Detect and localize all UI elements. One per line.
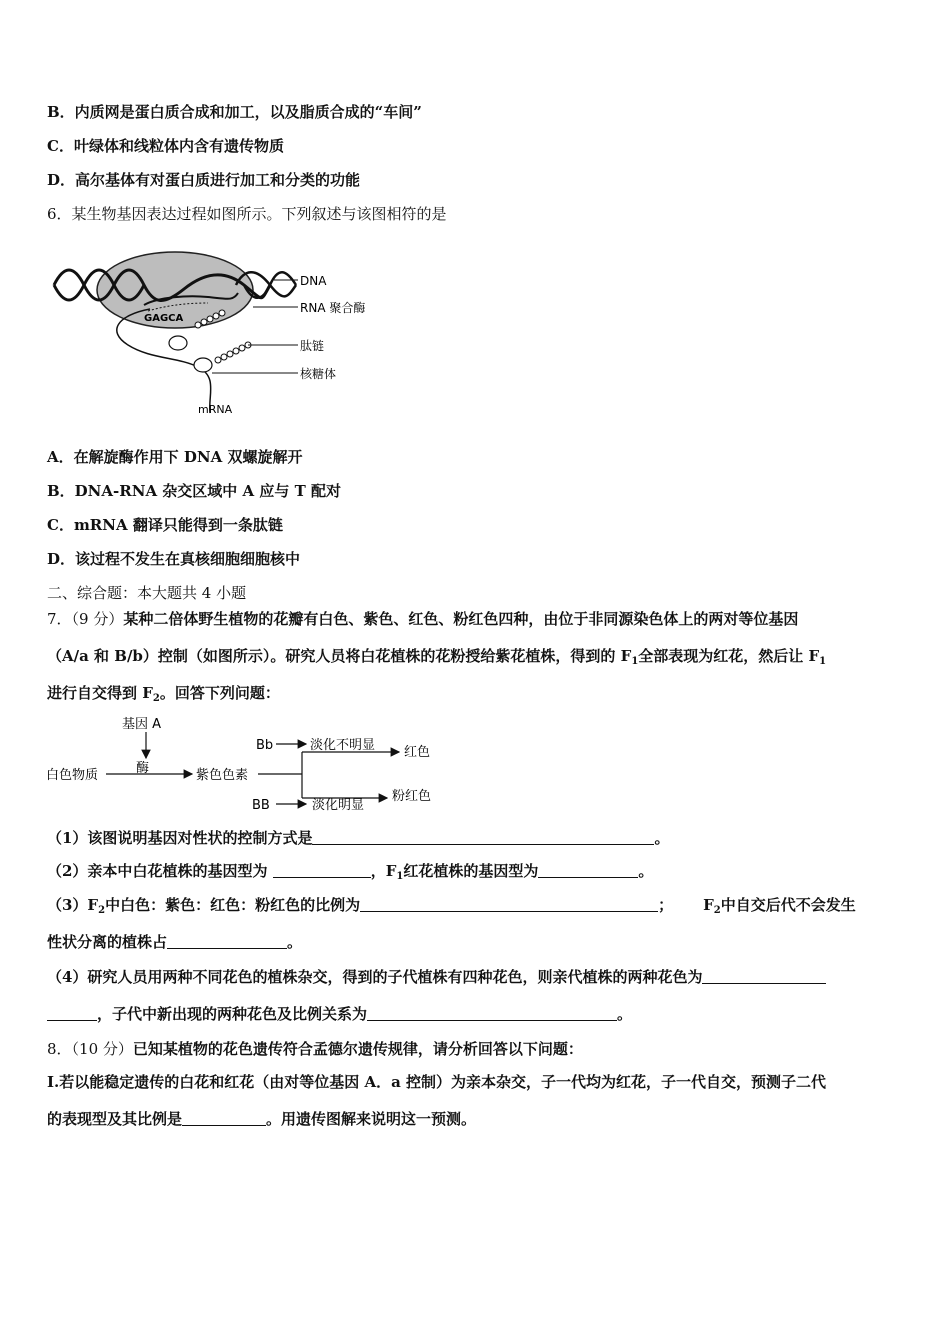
- q7-line-2: [47, 646, 826, 672]
- ribosome-2: [194, 358, 212, 372]
- q7-sub-2: 2: [152, 693, 160, 704]
- peptide-chain-2: [215, 342, 251, 363]
- q7-line-1: [47, 609, 798, 629]
- pathway-pink: 粉红色: [392, 789, 432, 804]
- q6-option-c: C．mRNA 翻译只能得到一条肽链: [47, 516, 283, 534]
- q7-part-3-text-a: （3）F: [47, 896, 99, 914]
- q7-blank-4a[interactable]: [702, 968, 826, 984]
- pathway-weaken-unclear: 淡化不明显: [310, 738, 376, 753]
- ribosome-1: [169, 336, 187, 350]
- q6-option-a: A．在解旋酶作用下 DNA 双螺旋解开: [47, 448, 303, 466]
- q8-part-i-text-b: 。用遗传图解来说明这一预测。: [266, 1110, 477, 1128]
- q7-sub-1: 1: [631, 656, 639, 667]
- q7-part-3-text-d: F: [703, 896, 714, 914]
- q7-blank-4b[interactable]: [367, 1005, 617, 1021]
- q8-stem: 已知某植物的花色遗传符合孟德尔遗传规律，请分析回答以下问题：: [132, 1040, 583, 1058]
- q7-part-1-text: （1）该图说明基因对性状的控制方式是: [47, 829, 313, 847]
- q5-option-c: C．叶绿体和线粒体内含有遗传物质: [47, 137, 284, 155]
- q7-part-3-sub: 2: [98, 905, 106, 916]
- q7-part-3-text-f: 性状分离的植株占: [47, 933, 168, 951]
- pathway-purple-pigment: 紫色色素: [196, 768, 249, 783]
- q7-part-2-text-b: ，F: [370, 862, 397, 880]
- q7-score: （9 分）: [71, 610, 124, 628]
- q5-option-b: B．内质网是蛋白质合成和加工，以及脂质合成的“车间”: [47, 103, 422, 121]
- q7-part-4-text-b: ，子代中新出现的两种花色及比例关系为: [97, 1005, 368, 1023]
- q7-part-2: [47, 861, 653, 887]
- q5-option-d: D．高尔基体有对蛋白质进行加工和分类的功能: [47, 171, 361, 189]
- q7-blank-3b[interactable]: [167, 933, 287, 949]
- pathway-bb-hetero: Bb: [256, 738, 274, 753]
- figure-label-peptide: 肽链: [300, 339, 325, 353]
- q7-part-3-text-c: ；: [658, 896, 674, 914]
- q7-text-1: 某种二倍体野生植物的花瓣有白色、紫色、红色、粉红色四种，由位于非同源染色体上的两对等位基因: [123, 610, 799, 628]
- q7-part-3-text-b: 中白色：紫色：红色：粉红色的比例为: [105, 896, 361, 914]
- q7-text-2a: （A/a 和 B/b）控制（如图所示）。研究人员将白花植株的花粉授给紫花植株，得到的 F: [47, 647, 632, 665]
- q7-part-2-sub: 1: [396, 871, 404, 882]
- q7-part-2-text-a: （2）亲本中白花植株的基因型为: [47, 862, 268, 880]
- q7-text-3b: 。回答下列问题：: [159, 684, 280, 702]
- q7-part-3-cont: [47, 932, 302, 952]
- q7-part-2-text-c: 红花植株的基因型为: [403, 862, 539, 880]
- figure-label-sequence: GAGCA: [144, 313, 184, 324]
- q7-text-2b: 全部表现为红花，然后让 F: [638, 647, 820, 665]
- figure-label-dna: DNA: [300, 274, 327, 288]
- pathway-bb-homo: BB: [252, 798, 270, 813]
- q8-line-1: [47, 1039, 583, 1059]
- q7-period-1: 。: [654, 829, 670, 847]
- q7-part-4: [47, 967, 826, 987]
- q7-part-4-cont: [47, 1004, 632, 1024]
- q8-part-i-line-2: [47, 1109, 476, 1129]
- q6-option-d: D．该过程不发生在真核细胞细胞核中: [47, 550, 301, 568]
- section-title: 二、综合题：本大题共 4 小题: [47, 584, 247, 602]
- pathway-figure: [44, 712, 464, 818]
- pathway-white-material: 白色物质: [46, 768, 99, 783]
- figure-label-rna-polymerase: RNA 聚合酶: [300, 301, 366, 315]
- figure-label-mrna: mRNA: [198, 403, 233, 416]
- q6-option-b: B．DNA-RNA 杂交区域中 A 应与 T 配对: [47, 482, 341, 500]
- q8-number: 8．: [47, 1040, 72, 1058]
- q8-part-i-text-a: 的表现型及其比例是: [47, 1110, 183, 1128]
- q7-part-3-text-e: 中自交后代不会发生: [720, 896, 856, 914]
- q7-part-3-sub-2: 2: [713, 905, 721, 916]
- q8-blank-1[interactable]: [182, 1110, 266, 1126]
- q7-period-4: 。: [617, 1005, 633, 1023]
- q7-text-3a: 进行自交得到 F: [47, 684, 153, 702]
- q7-line-3: [47, 683, 280, 709]
- pathway-enzyme: 酶: [136, 761, 150, 776]
- q7-period-3: 。: [287, 933, 303, 951]
- q7-part-1: [47, 828, 669, 848]
- q7-sub-1b: 1: [819, 656, 827, 667]
- pathway-gene-a: 基因 A: [122, 717, 162, 732]
- q6-stem: 6．某生物基因表达过程如图所示。下列叙述与该图相符的是: [47, 205, 447, 223]
- q7-part-3: [47, 895, 856, 921]
- q8-score: （10 分）: [71, 1040, 133, 1058]
- q7-part-4-text-a: （4）研究人员用两种不同花色的植株杂交，得到的子代植株有四种花色，则亲代植株的两种花色为: [47, 968, 703, 986]
- q7-period-2: 。: [638, 862, 654, 880]
- q7-blank-3a[interactable]: [360, 896, 658, 912]
- pathway-weaken-clear: 淡化明显: [312, 798, 365, 813]
- pathway-red: 红色: [404, 745, 431, 760]
- q7-blank-2a[interactable]: [273, 862, 371, 878]
- q7-blank-4a-cont[interactable]: [47, 1005, 97, 1021]
- gene-expression-figure: [48, 245, 378, 420]
- q8-part-i-line-1: I.若以能稳定遗传的白花和红花（由对等位基因 A．a 控制）为亲本杂交，子一代均为红花，子一代自交，预测子二代: [47, 1073, 827, 1091]
- figure-label-ribosome: 核糖体: [300, 367, 337, 381]
- q7-blank-2b[interactable]: [538, 862, 638, 878]
- q7-number: 7．: [47, 610, 72, 628]
- q7-blank-1[interactable]: [312, 829, 654, 845]
